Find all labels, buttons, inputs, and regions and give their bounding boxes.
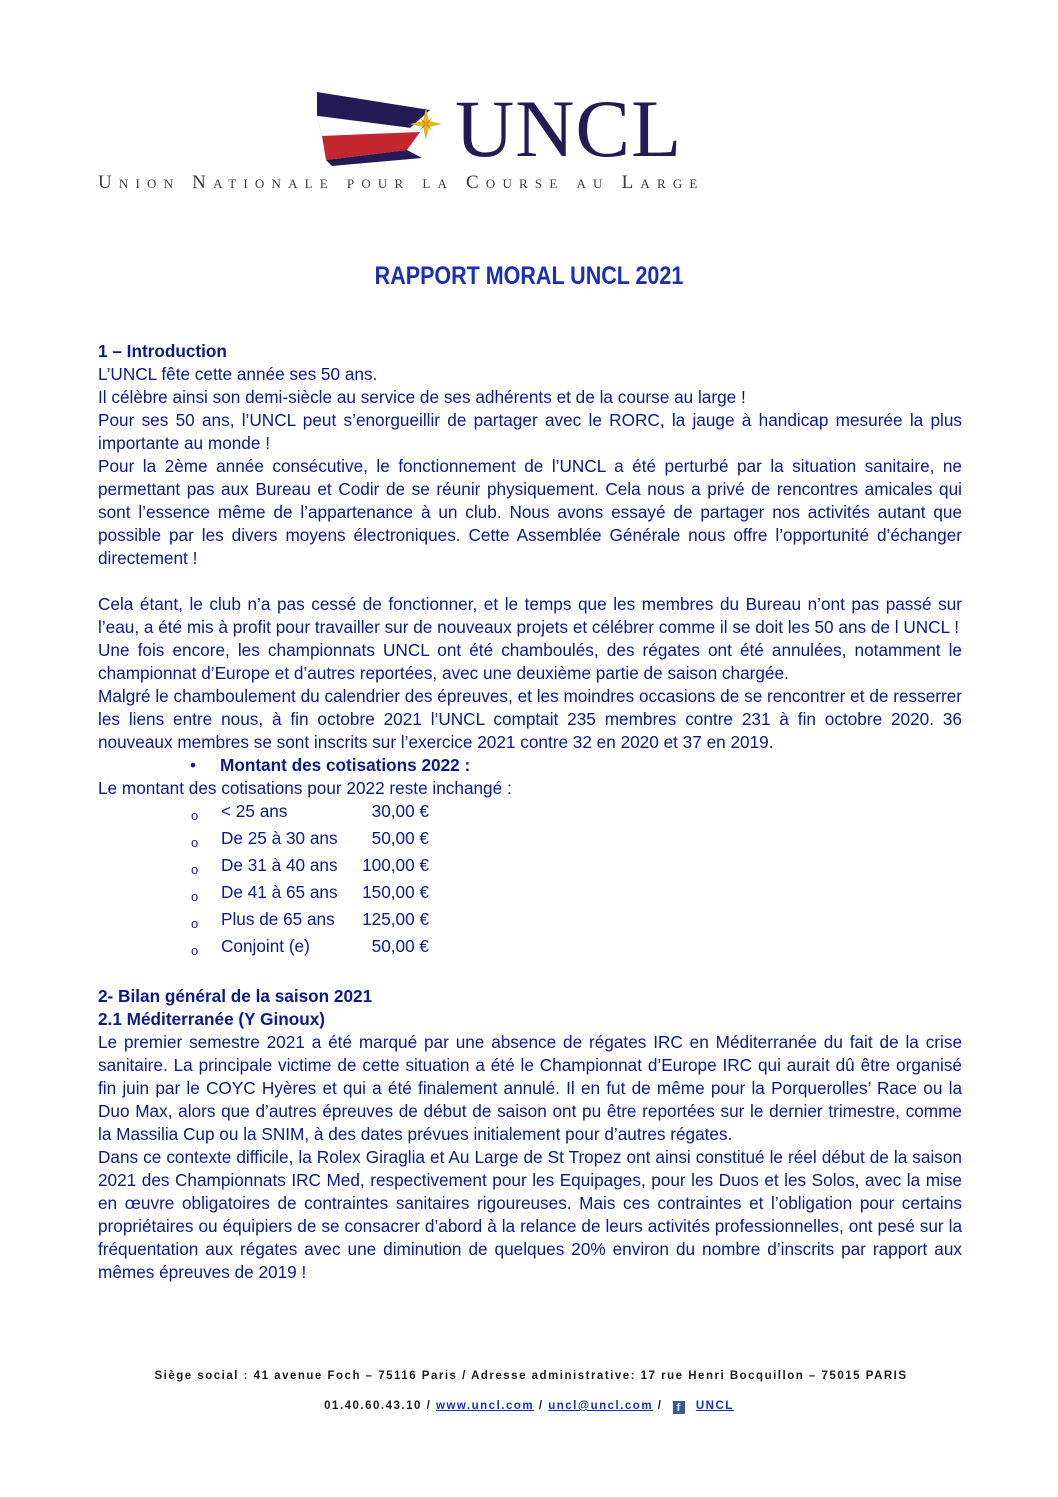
cotisation-amount: 50,00 € [371, 828, 429, 848]
cotisation-label: De 25 à 30 ans [221, 828, 338, 848]
cotisations-intro: Le montant des cotisations pour 2022 reste inchangé : [98, 778, 512, 798]
bullet-item [190, 754, 962, 777]
cotisation-row [191, 908, 962, 935]
footer-phone: 01.40.60.43.10 [324, 1400, 422, 1412]
circle-bullet-icon: o [191, 943, 199, 958]
bullet-icon: • [190, 755, 197, 775]
footer-contact [0, 1400, 1058, 1414]
page-title: RAPPORT MORAL UNCL 2021 [374, 262, 684, 290]
circle-bullet-icon: o [191, 916, 199, 931]
cotisation-label: < 25 ans [221, 801, 288, 821]
section-heading-introduction: 1 – Introduction [98, 341, 227, 361]
footer-address: Siège social : 41 avenue Foch – 75116 Paris / Adresse administrative: 17 rue Henri Bocquillon – 75015 PARIS [154, 1370, 908, 1382]
website-link[interactable]: www.uncl.com [436, 1400, 535, 1412]
cotisation-row [191, 827, 962, 854]
paragraph: Une fois encore, les championnats UNCL ont été chamboulés, des régates ont été annulées, notamment le championnat d’Europe et d’autres reportées, avec une deuxième partie de saison chargée. [98, 640, 962, 683]
circle-bullet-icon: o [191, 808, 199, 823]
sail-flag-icon [312, 88, 462, 168]
cotisation-amount: 125,00 € [362, 909, 429, 929]
paragraph: Cela étant, le club n’a pas cessé de fonctionner, et le temps que les membres du Bureau n’ont pas passé sur l’eau, a été mis à profit pour travailler sur de nouveaux projets et célébrer comme il se doit les 50 ans de l UNCL ! [98, 594, 962, 637]
cotisation-label: Plus de 65 ans [221, 909, 335, 929]
paragraph: Pour la 2ème année consécutive, le fonctionnement de l’UNCL a été perturbé par la situation sanitaire, ne permettant pas aux Bureau et Codir de se réunir physiquement. Cela nous a privé de rencontres amicales qui sont l’essence même de l’appartenance à un club. Nous avons essayé de partager nos activités autant que possible par les divers moyens électroniques. Cette Assemblée Générale nous offre l’opportunité d’échanger directement ! [98, 456, 962, 568]
paragraph: Le premier semestre 2021 a été marqué par une absence de régates IRC en Méditerranée du fait de la crise sanitaire. La principale victime de cette situation a été le Championnat d’Europe IRC qui aurait dû être organisé fin juin par le COYC Hyères et qui a été finalement annulé. Il en fut de même pour la Porquerolles’ Race ou la Duo Max, alors que d’autres épreuves de début de saison ont pu être reportées sur le dernier trimestre, comme la Massilia Cup ou la SNIM, à des dates prévues initialement pour d’autres régates. [98, 1032, 962, 1144]
cotisation-label: De 41 à 65 ans [221, 882, 338, 902]
separator: / [657, 1400, 663, 1412]
cotisation-row [191, 935, 962, 962]
logo-wordmark: UNCL [455, 83, 683, 174]
cotisation-row [191, 854, 962, 881]
section-heading-bilan: 2- Bilan général de la saison 2021 [98, 986, 373, 1006]
facebook-link[interactable]: UNCL [695, 1400, 734, 1412]
cotisation-amount: 100,00 € [362, 855, 429, 875]
paragraph: Dans ce contexte difficile, la Rolex Giraglia et Au Large de St Tropez ont ainsi constitué le réel début de la saison 2021 des Championnats IRC Med, respectivement pour les Equipages, pour les Duos et les Solos, avec la mise en œuvre obligatoires de contraintes sanitaires rigoureuses. Mais ces contraintes et l’obligation pour certains propriétaires ou équipiers de se consacrer d’abord à la relance de leurs activités professionnelles, ont pesé sur la fréquentation aux régates avec une diminution de quelques 20% environ du nombre d’inscrits par rapport aux mêmes épreuves de 2019 ! [98, 1147, 962, 1282]
paragraph: Malgré le chamboulement du calendrier des épreuves, et les moindres occasions de se rencontrer et de resserrer les liens entre nous, à fin octobre 2021 l’UNCL comptait 235 membres contre 231 à fin octobre 2020. 36 nouveaux membres se sont inscrits sur l’exercice 2021 contre 32 en 2020 et 37 en 2019. [98, 686, 962, 752]
circle-bullet-icon: o [191, 889, 199, 904]
bullet-label: Montant des cotisations 2022 : [220, 755, 471, 775]
separator: / [426, 1400, 432, 1412]
paragraph: Il célèbre ainsi son demi-siècle au service de ses adhérents et de la course au large ! [98, 387, 746, 407]
document-body [98, 340, 962, 1284]
separator: / [538, 1400, 544, 1412]
cotisation-row [191, 800, 962, 827]
cotisation-amount: 150,00 € [362, 882, 429, 902]
cotisation-amount: 50,00 € [371, 936, 429, 956]
logo-tagline: Union Nationale pour la Course au Large [98, 172, 705, 193]
paragraph: L’UNCL fête cette année ses 50 ans. [98, 364, 378, 384]
paragraph: Pour ses 50 ans, l’UNCL peut s’enorgueillir de partager avec le RORC, la jauge à handicap mesurée la plus importante au monde ! [98, 410, 962, 453]
circle-bullet-icon: o [191, 862, 199, 877]
email-link[interactable]: uncl@uncl.com [548, 1400, 654, 1412]
subsection-heading-mediterranee: 2.1 Méditerranée (Y Ginoux) [98, 1009, 326, 1029]
facebook-icon[interactable]: f [673, 1401, 685, 1414]
circle-bullet-icon: o [191, 835, 199, 850]
cotisation-label: De 31 à 40 ans [221, 855, 338, 875]
cotisation-amount: 30,00 € [371, 801, 429, 821]
cotisation-label: Conjoint (e) [221, 936, 310, 956]
cotisation-row [191, 881, 962, 908]
